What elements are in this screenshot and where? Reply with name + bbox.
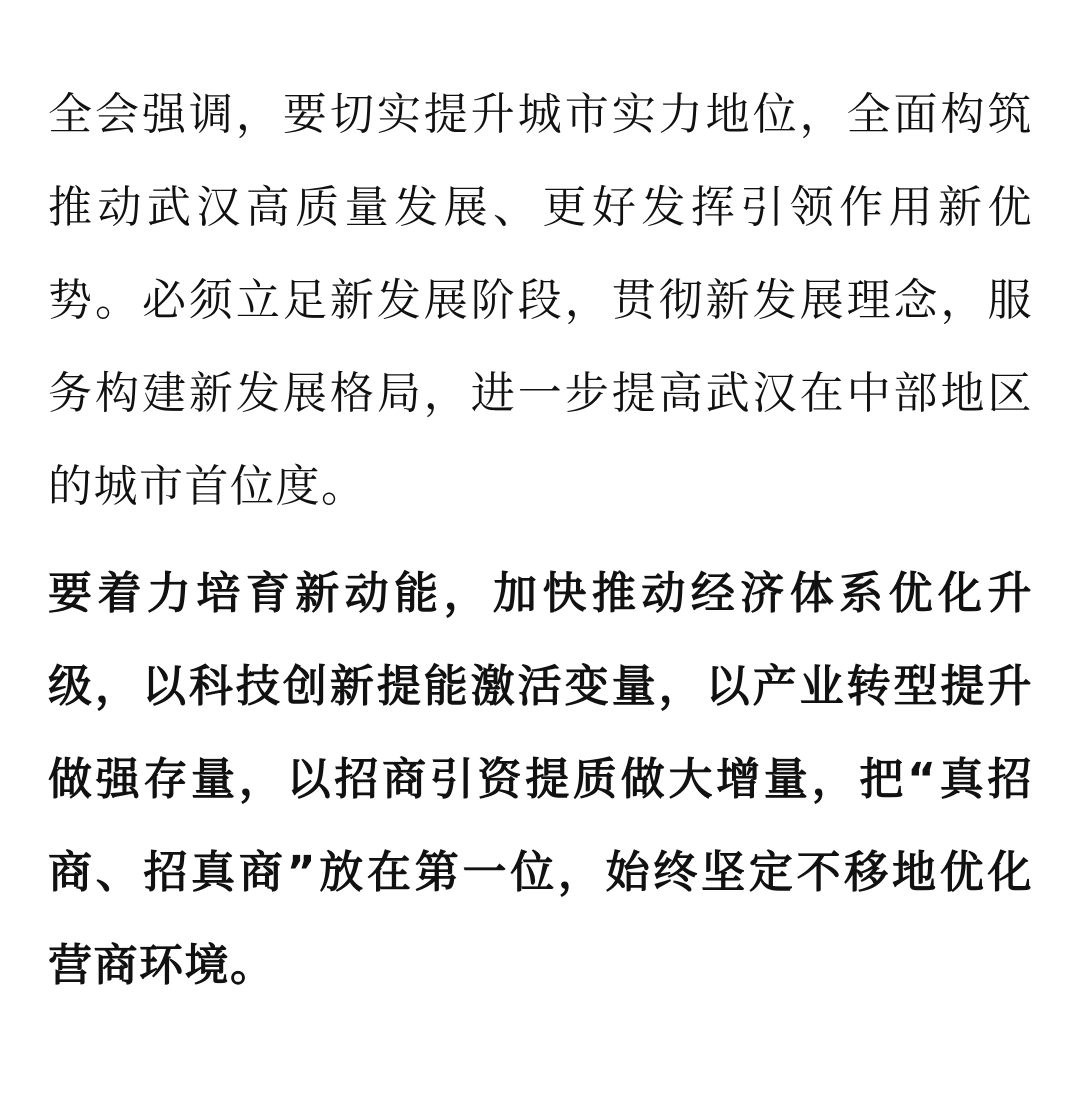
paragraph-new-momentum: 要着力培育新动能，加快推动经济体系优化升级，以科技创新提能激活变量，以产业转型提升做强存量，以招商引资提质做大增量，把“真招商、招真商”放在第一位，始终坚定不移地优化营商环境。 (48, 568, 1033, 991)
paragraph-plenary-emphasis: 全会强调，要切实提升城市实力地位，全面构筑推动武汉高质量发展、更好发挥引领作用新优势。必须立足新发展阶段，贯彻新发展理念，服务构建新发展格局，进一步提高武汉在中部地区的城市首位度。 (48, 89, 1033, 512)
article-body (48, 68, 1033, 1012)
